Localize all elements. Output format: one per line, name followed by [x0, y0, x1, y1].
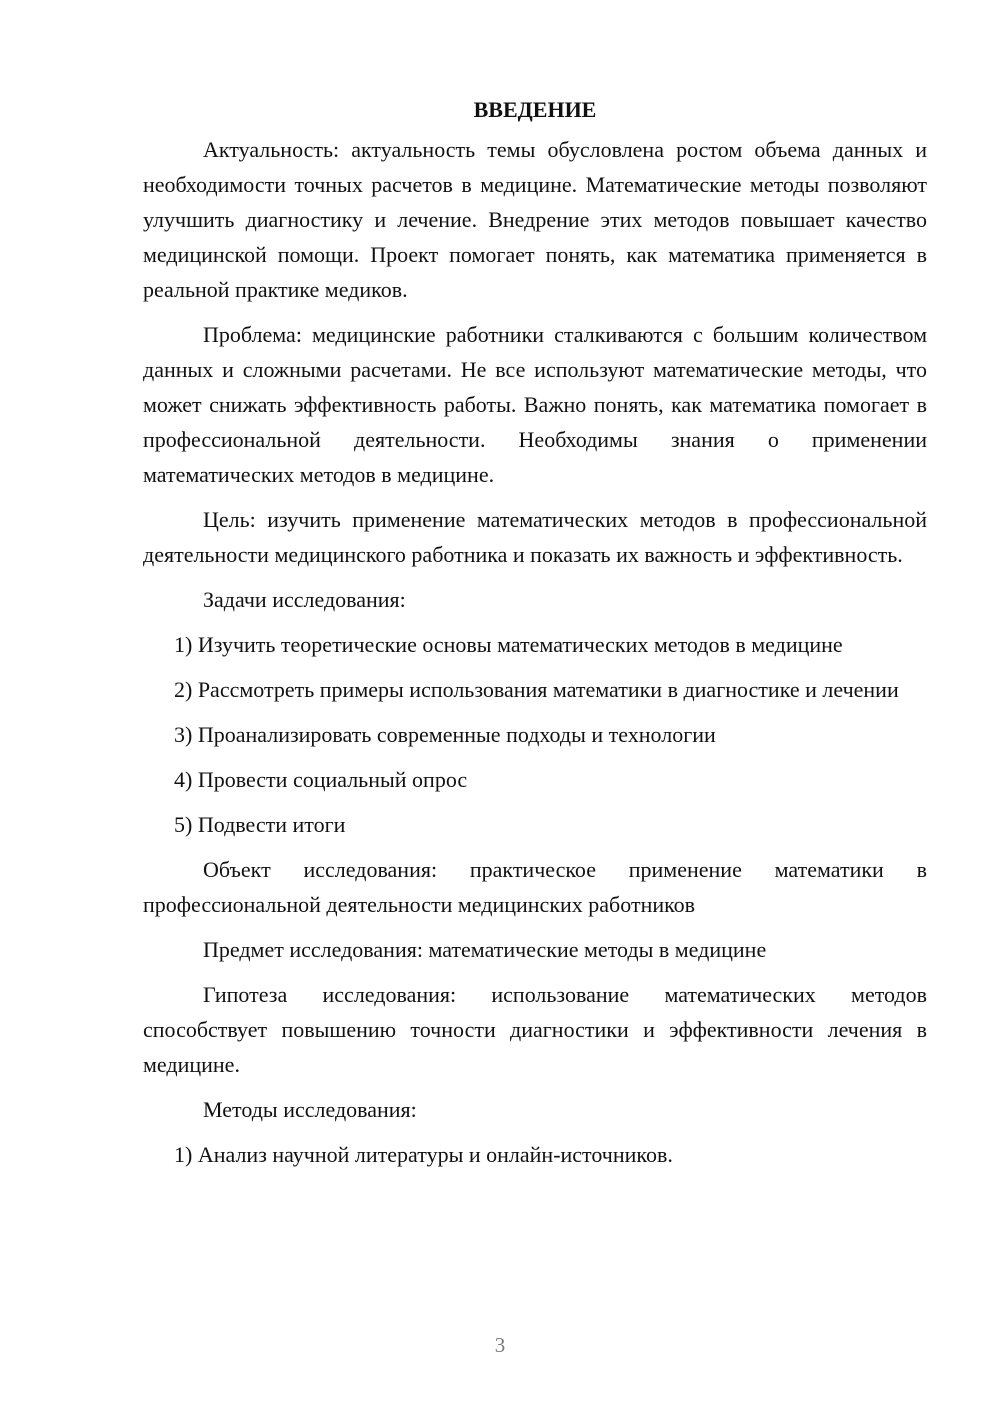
- methods-list: [143, 1137, 927, 1172]
- list-item: 1) Изучить теоретические основы математических методов в медицине: [174, 632, 843, 657]
- list-item: 3) Проанализировать современные подходы и технологии: [174, 722, 716, 747]
- methods-title: Методы исследования:: [203, 1097, 417, 1122]
- page-title: ВВЕДЕНИЕ: [473, 97, 597, 122]
- subject-paragraph: Предмет исследования: математические методы в медицине: [203, 937, 767, 962]
- tasks-title: Задачи исследования:: [203, 587, 406, 612]
- relevance-paragraph: Актуальность: актуальность темы обусловлена ростом объема данных и необходимости точных расчетов в медицине. Математические методы позволяют улучшить диагностику и лечение. Внедрение этих методов повышает качество медицинской помощи. Проект помогает понять, как математика применяется в реальной практике медиков.: [143, 137, 927, 302]
- list-item: 1) Анализ научной литературы и онлайн-источников.: [174, 1142, 673, 1167]
- list-item: 5) Подвести итоги: [174, 812, 346, 837]
- hypothesis-paragraph: Гипотеза исследования: использование математических методов способствует повышению точности диагностики и эффективности лечения в медицине.: [143, 982, 927, 1077]
- list-item: 2) Рассмотреть примеры использования математики в диагностике и лечении: [174, 677, 899, 702]
- goal-paragraph: Цель: изучить применение математических методов в профессиональной деятельности медицинского работника и показать их важность и эффективность.: [143, 507, 927, 567]
- page-content: [143, 92, 927, 1182]
- page-number: 3: [494, 1333, 506, 1357]
- object-paragraph: Объект исследования: практическое применение математики в профессиональной деятельности медицинских работников: [143, 857, 927, 917]
- problem-paragraph: Проблема: медицинские работники сталкиваются с большим количеством данных и сложными расчетами. Не все используют математические методы, что может снижать эффективность работы. Важно понять, как математика помогает в профессиональной деятельности. Необходимы знания о применении математических методов в медицине.: [143, 322, 927, 487]
- tasks-list: [143, 627, 927, 842]
- list-item: 4) Провести социальный опрос: [174, 767, 468, 792]
